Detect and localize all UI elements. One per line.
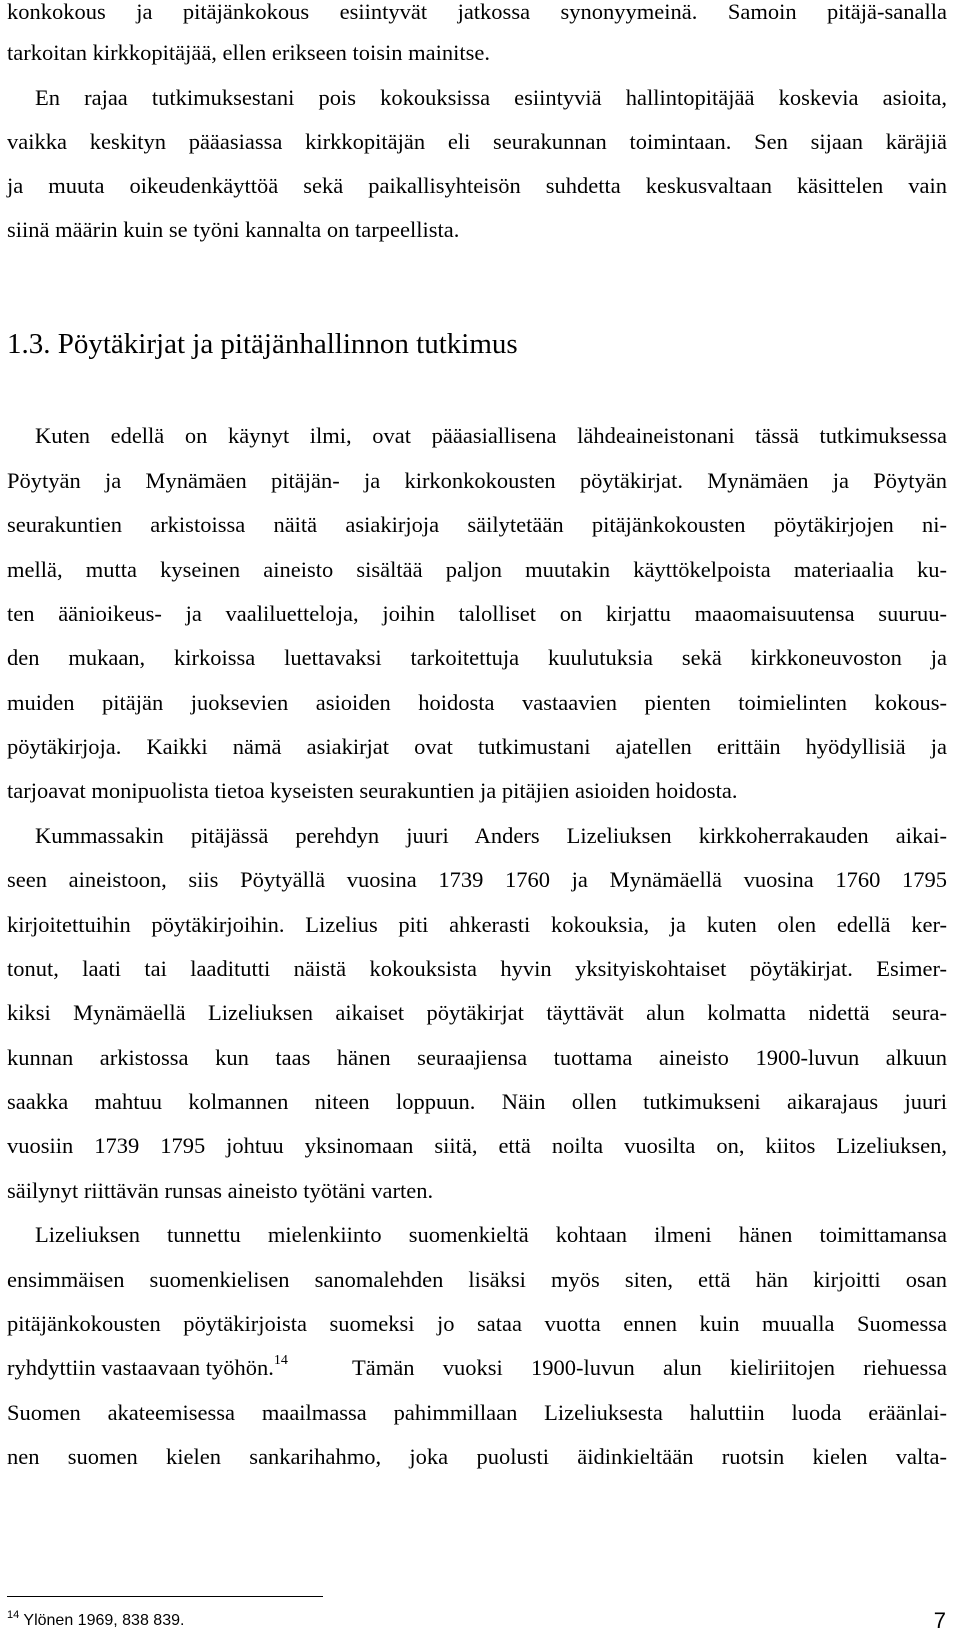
paragraph-line: mellä, mutta kyseinen aineisto sisältää paljon muutakin käyttökelpoista materiaalia ku- — [7, 557, 947, 582]
footnote-reference[interactable]: 14 — [273, 1353, 288, 1368]
paragraph-line: En rajaa tutkimuksestani pois kokouksissa esiintyviä hallintopitäjää koskevia asioita, — [35, 85, 947, 110]
paragraph-line: tonut, laati tai laaditutti näistä kokouksista hyvin yksityiskohtaiset pöytäkirjat. Esimer- — [7, 956, 947, 981]
paragraph-line: säilynyt riittävän runsas aineisto työtäni varten. — [7, 1178, 434, 1203]
paragraph-line: tarjoavat monipuolista tietoa kyseisten seurakuntien ja pitäjien asioiden hoidosta. — [7, 778, 738, 803]
paragraph-line: tarkoitan kirkkopitäjää, ellen erikseen toisin mainitse. — [7, 40, 490, 65]
paragraph-line: Suomen akateemisessa maailmassa pahimmillaan Lizeliuksesta haluttiin luoda eräänlai- — [7, 1400, 947, 1425]
paragraph-line: saakka mahtuu kolmannen niteen loppuun. Näin ollen tutkimukseni aikarajaus juuri — [7, 1089, 947, 1114]
paragraph-line: ja muuta oikeudenkäyttöä sekä paikallisyhteisön suhdetta keskusvaltaan käsittelen vain — [7, 173, 947, 198]
paragraph-line: nen suomen kielen sankarihahmo, joka puolusti äidinkieltään ruotsin kielen valta- — [7, 1444, 947, 1469]
footnote-text: Ylönen 1969, 838 839. — [23, 1612, 185, 1629]
paragraph-line: den mukaan, kirkoissa luettavaksi tarkoitettuja kuulutuksia sekä kirkkoneuvoston ja — [7, 645, 947, 670]
footnote — [7, 1611, 184, 1631]
section-heading: 1.3. Pöytäkirjat ja pitäjänhallinnon tutkimus — [7, 328, 518, 360]
paragraph-line: Tämän vuoksi 1900-luvun alun kieliriitojen riehuessa — [352, 1355, 947, 1380]
paragraph-line: pitäjänkokousten pöytäkirjoista suomeksi jo sataa vuotta ennen kuin muualla Suomessa — [7, 1311, 947, 1336]
paragraph-line: Kuten edellä on käynyt ilmi, ovat pääasiallisena lähdeaineistonani tässä tutkimuksessa — [35, 423, 947, 448]
paragraph-line: ensimmäisen suomenkielisen sanomalehden lisäksi myös siten, että hän kirjoitti osan — [7, 1267, 947, 1292]
footnote-number: 14 — [7, 1609, 20, 1621]
paragraph-line: ten äänioikeus- ja vaaliluetteloja, joihin talolliset on kirjattu maaomaisuutensa suuruu- — [7, 601, 947, 626]
paragraph-line: Kummassakin pitäjässä perehdyn juuri Anders Lizeliuksen kirkkoherrakauden aikai- — [35, 823, 947, 848]
footnote-divider — [7, 1596, 323, 1597]
paragraph-line: kirjoitettuihin pöytäkirjoihin. Lizelius piti ahkerasti kokouksia, ja kuten olen edellä ker- — [7, 912, 947, 937]
paragraph-text: ryhdyttiin vastaavaan työhön. — [7, 1355, 274, 1380]
paragraph-line: seen aineistoon, siis Pöytyällä vuosina 1739 1760 ja Mynämäellä vuosina 1760 1795 — [7, 867, 947, 892]
paragraph-line: kiksi Mynämäellä Lizeliuksen aikaiset pöytäkirjat täyttävät alun kolmatta nidettä seura- — [7, 1000, 947, 1025]
paragraph-line: vaikka keskityn pääasiassa kirkkopitäjän eli seurakunnan toimintaan. Sen sijaan käräjiä — [7, 129, 947, 154]
paragraph-line: vuosiin 1739 1795 johtuu yksinomaan siitä, että noilta vuosilta on, kiitos Lizeliuksen, — [7, 1133, 947, 1158]
paragraph-line: pöytäkirjoja. Kaikki nämä asiakirjat ovat tutkimustani ajatellen erittäin hyödyllisiä ja — [7, 734, 947, 759]
paragraph-line: Lizeliuksen tunnettu mielenkiinto suomenkieltä kohtaan ilmeni hänen toimittamansa — [35, 1222, 947, 1247]
page-number: 7 — [933, 1608, 946, 1633]
paragraph-line: konkokous ja pitäjänkokous esiintyvät jatkossa synonyymeinä. Samoin pitäjä-sanalla — [7, 0, 947, 24]
paragraph-line: seurakuntien arkistoissa näitä asiakirjoja säilytetään pitäjänkokousten pöytäkirjojen ni- — [7, 512, 947, 537]
paragraph-line: muiden pitäjän juoksevien asioiden hoidosta vastaavien pienten toimielinten kokous- — [7, 690, 947, 715]
paragraph-line: siinä määrin kuin se työni kannalta on tarpeellista. — [7, 217, 460, 242]
paragraph-line: Pöytyän ja Mynämäen pitäjän- ja kirkonkokousten pöytäkirjat. Mynämäen ja Pöytyän — [7, 468, 947, 493]
paragraph-line — [7, 1353, 327, 1383]
paragraph-line: kunnan arkistossa kun taas hänen seuraajiensa tuottama aineisto 1900-luvun alkuun — [7, 1045, 947, 1070]
